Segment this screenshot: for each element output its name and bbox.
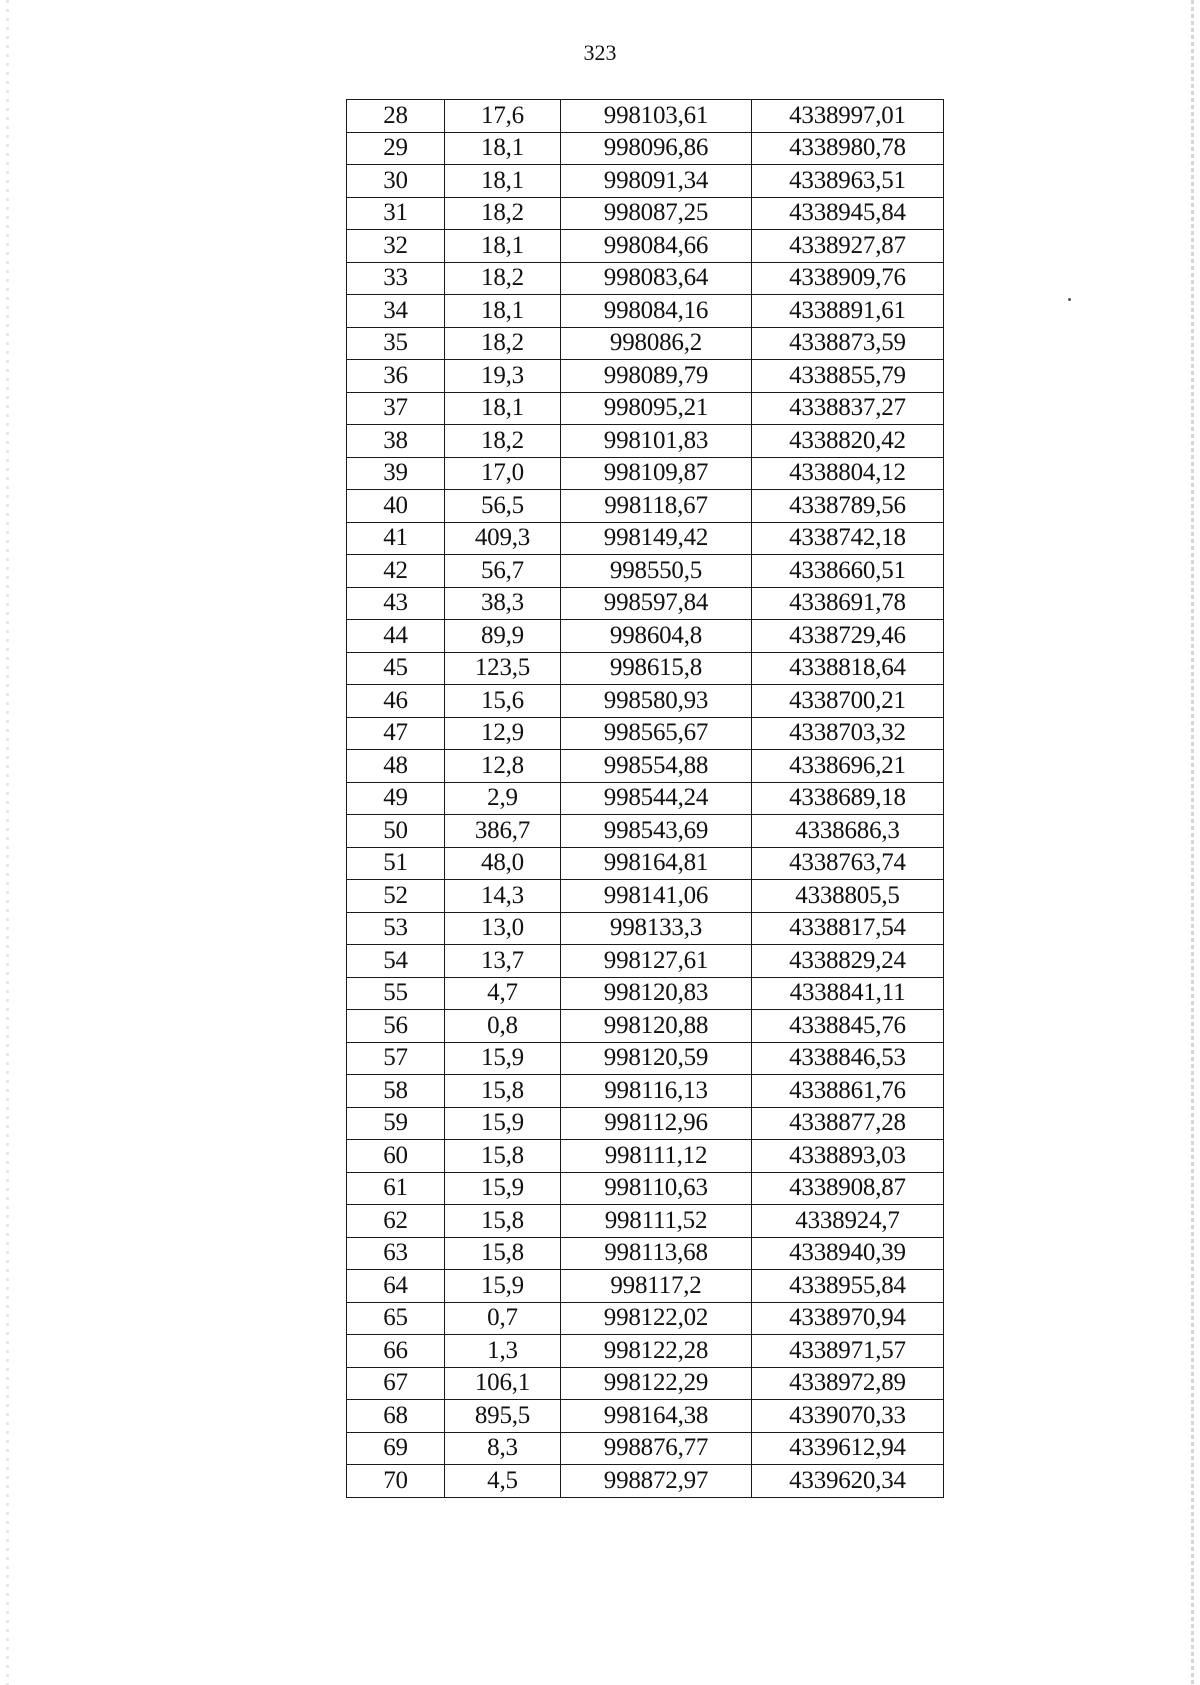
cell-point-number: 55 [347, 977, 445, 1010]
cell-point-number: 64 [347, 1270, 445, 1303]
cell-segment-length: 409,3 [445, 522, 561, 555]
cell-x-coordinate: 998111,52 [561, 1205, 752, 1238]
cell-y-coordinate: 4338846,53 [752, 1042, 944, 1075]
table-row [347, 880, 944, 913]
cell-segment-length: 15,6 [445, 685, 561, 718]
cell-point-number: 36 [347, 360, 445, 393]
table-row [347, 912, 944, 945]
cell-y-coordinate: 4338927,87 [752, 230, 944, 263]
cell-y-coordinate: 4338908,87 [752, 1172, 944, 1205]
cell-x-coordinate: 998543,69 [561, 815, 752, 848]
cell-point-number: 58 [347, 1075, 445, 1108]
cell-point-number: 42 [347, 555, 445, 588]
cell-y-coordinate: 4338963,51 [752, 165, 944, 198]
cell-segment-length: 2,9 [445, 782, 561, 815]
cell-segment-length: 18,1 [445, 132, 561, 165]
cell-segment-length: 895,5 [445, 1400, 561, 1433]
cell-point-number: 62 [347, 1205, 445, 1238]
table-row [347, 230, 944, 263]
cell-x-coordinate: 998122,02 [561, 1302, 752, 1335]
cell-point-number: 47 [347, 717, 445, 750]
table-row [347, 652, 944, 685]
cell-x-coordinate: 998872,97 [561, 1465, 752, 1498]
cell-point-number: 57 [347, 1042, 445, 1075]
table-row [347, 1010, 944, 1043]
table-row [347, 620, 944, 653]
cell-x-coordinate: 998120,88 [561, 1010, 752, 1043]
cell-segment-length: 15,8 [445, 1140, 561, 1173]
cell-x-coordinate: 998120,83 [561, 977, 752, 1010]
page-number: 323 [583, 40, 617, 65]
cell-x-coordinate: 998876,77 [561, 1432, 752, 1465]
table-row [347, 360, 944, 393]
cell-segment-length: 4,5 [445, 1465, 561, 1498]
cell-segment-length: 13,7 [445, 945, 561, 978]
cell-point-number: 65 [347, 1302, 445, 1335]
table-row [347, 490, 944, 523]
table-row [347, 782, 944, 815]
cell-point-number: 30 [347, 165, 445, 198]
scan-speck [1068, 298, 1071, 301]
cell-segment-length: 8,3 [445, 1432, 561, 1465]
cell-x-coordinate: 998127,61 [561, 945, 752, 978]
cell-segment-length: 14,3 [445, 880, 561, 913]
cell-y-coordinate: 4338689,18 [752, 782, 944, 815]
table-row [347, 1367, 944, 1400]
table-row [347, 1075, 944, 1108]
cell-point-number: 54 [347, 945, 445, 978]
cell-segment-length: 12,9 [445, 717, 561, 750]
cell-point-number: 60 [347, 1140, 445, 1173]
table-row [347, 685, 944, 718]
cell-x-coordinate: 998095,21 [561, 392, 752, 425]
cell-segment-length: 12,8 [445, 750, 561, 783]
cell-y-coordinate: 4338877,28 [752, 1107, 944, 1140]
cell-segment-length: 15,9 [445, 1042, 561, 1075]
cell-segment-length: 13,0 [445, 912, 561, 945]
cell-y-coordinate: 4338660,51 [752, 555, 944, 588]
cell-segment-length: 15,8 [445, 1205, 561, 1238]
cell-x-coordinate: 998615,8 [561, 652, 752, 685]
cell-segment-length: 15,8 [445, 1237, 561, 1270]
table-row [347, 717, 944, 750]
cell-segment-length: 0,7 [445, 1302, 561, 1335]
cell-y-coordinate: 4338729,46 [752, 620, 944, 653]
cell-x-coordinate: 998544,24 [561, 782, 752, 815]
cell-point-number: 56 [347, 1010, 445, 1043]
cell-x-coordinate: 998122,28 [561, 1335, 752, 1368]
table-row [347, 977, 944, 1010]
cell-y-coordinate: 4338837,27 [752, 392, 944, 425]
cell-x-coordinate: 998118,67 [561, 490, 752, 523]
cell-x-coordinate: 998141,06 [561, 880, 752, 913]
cell-y-coordinate: 4338804,12 [752, 457, 944, 490]
cell-point-number: 46 [347, 685, 445, 718]
cell-segment-length: 38,3 [445, 587, 561, 620]
cell-point-number: 35 [347, 327, 445, 360]
table-row [347, 815, 944, 848]
cell-point-number: 29 [347, 132, 445, 165]
cell-x-coordinate: 998113,68 [561, 1237, 752, 1270]
cell-point-number: 50 [347, 815, 445, 848]
table-row [347, 100, 944, 133]
cell-y-coordinate: 4338841,11 [752, 977, 944, 1010]
cell-y-coordinate: 4338691,78 [752, 587, 944, 620]
cell-x-coordinate: 998096,86 [561, 132, 752, 165]
cell-y-coordinate: 4338909,76 [752, 262, 944, 295]
cell-point-number: 44 [347, 620, 445, 653]
cell-point-number: 69 [347, 1432, 445, 1465]
cell-segment-length: 48,0 [445, 847, 561, 880]
cell-y-coordinate: 4338980,78 [752, 132, 944, 165]
scan-edge-right [1191, 0, 1194, 1685]
cell-segment-length: 17,6 [445, 100, 561, 133]
cell-point-number: 48 [347, 750, 445, 783]
table-row [347, 327, 944, 360]
cell-y-coordinate: 4338763,74 [752, 847, 944, 880]
scan-edge-left [6, 0, 9, 1685]
cell-segment-length: 15,9 [445, 1270, 561, 1303]
cell-y-coordinate: 4338970,94 [752, 1302, 944, 1335]
table-row [347, 165, 944, 198]
cell-y-coordinate: 4339070,33 [752, 1400, 944, 1433]
cell-x-coordinate: 998110,63 [561, 1172, 752, 1205]
cell-x-coordinate: 998554,88 [561, 750, 752, 783]
cell-point-number: 66 [347, 1335, 445, 1368]
cell-y-coordinate: 4338742,18 [752, 522, 944, 555]
cell-point-number: 45 [347, 652, 445, 685]
cell-x-coordinate: 998580,93 [561, 685, 752, 718]
cell-segment-length: 4,7 [445, 977, 561, 1010]
table-row [347, 1400, 944, 1433]
cell-point-number: 34 [347, 295, 445, 328]
cell-y-coordinate: 4338855,79 [752, 360, 944, 393]
table-row [347, 522, 944, 555]
table-row [347, 392, 944, 425]
cell-point-number: 32 [347, 230, 445, 263]
cell-x-coordinate: 998597,84 [561, 587, 752, 620]
cell-y-coordinate: 4338997,01 [752, 100, 944, 133]
table-row [347, 1335, 944, 1368]
cell-y-coordinate: 4338820,42 [752, 425, 944, 458]
cell-point-number: 39 [347, 457, 445, 490]
cell-x-coordinate: 998550,5 [561, 555, 752, 588]
cell-y-coordinate: 4338700,21 [752, 685, 944, 718]
cell-x-coordinate: 998164,81 [561, 847, 752, 880]
cell-point-number: 33 [347, 262, 445, 295]
cell-point-number: 52 [347, 880, 445, 913]
cell-y-coordinate: 4338818,64 [752, 652, 944, 685]
cell-y-coordinate: 4338940,39 [752, 1237, 944, 1270]
cell-segment-length: 18,2 [445, 197, 561, 230]
table-row [347, 1237, 944, 1270]
cell-y-coordinate: 4338686,3 [752, 815, 944, 848]
cell-x-coordinate: 998089,79 [561, 360, 752, 393]
cell-x-coordinate: 998109,87 [561, 457, 752, 490]
cell-point-number: 43 [347, 587, 445, 620]
cell-x-coordinate: 998604,8 [561, 620, 752, 653]
cell-x-coordinate: 998116,13 [561, 1075, 752, 1108]
cell-segment-length: 18,2 [445, 262, 561, 295]
cell-y-coordinate: 4338873,59 [752, 327, 944, 360]
cell-y-coordinate: 4338845,76 [752, 1010, 944, 1043]
cell-x-coordinate: 998120,59 [561, 1042, 752, 1075]
cell-x-coordinate: 998083,64 [561, 262, 752, 295]
cell-y-coordinate: 4338703,32 [752, 717, 944, 750]
table-row [347, 1270, 944, 1303]
cell-segment-length: 18,1 [445, 295, 561, 328]
table-row [347, 555, 944, 588]
cell-x-coordinate: 998112,96 [561, 1107, 752, 1140]
cell-y-coordinate: 4338805,5 [752, 880, 944, 913]
cell-segment-length: 15,8 [445, 1075, 561, 1108]
table-row [347, 1205, 944, 1238]
table-row [347, 197, 944, 230]
cell-x-coordinate: 998087,25 [561, 197, 752, 230]
cell-segment-length: 17,0 [445, 457, 561, 490]
cell-x-coordinate: 998084,66 [561, 230, 752, 263]
cell-x-coordinate: 998565,67 [561, 717, 752, 750]
cell-y-coordinate: 4339612,94 [752, 1432, 944, 1465]
cell-segment-length: 56,5 [445, 490, 561, 523]
cell-x-coordinate: 998101,83 [561, 425, 752, 458]
cell-point-number: 41 [347, 522, 445, 555]
cell-x-coordinate: 998084,16 [561, 295, 752, 328]
cell-point-number: 68 [347, 1400, 445, 1433]
cell-x-coordinate: 998117,2 [561, 1270, 752, 1303]
cell-y-coordinate: 4338972,89 [752, 1367, 944, 1400]
cell-y-coordinate: 4339620,34 [752, 1465, 944, 1498]
coordinates-table-body [347, 100, 944, 1498]
cell-x-coordinate: 998091,34 [561, 165, 752, 198]
cell-point-number: 51 [347, 847, 445, 880]
cell-point-number: 63 [347, 1237, 445, 1270]
cell-x-coordinate: 998149,42 [561, 522, 752, 555]
cell-segment-length: 89,9 [445, 620, 561, 653]
cell-point-number: 70 [347, 1465, 445, 1498]
table-row [347, 1172, 944, 1205]
cell-y-coordinate: 4338945,84 [752, 197, 944, 230]
cell-y-coordinate: 4338955,84 [752, 1270, 944, 1303]
cell-segment-length: 56,7 [445, 555, 561, 588]
cell-segment-length: 15,9 [445, 1107, 561, 1140]
cell-y-coordinate: 4338789,56 [752, 490, 944, 523]
table-row [347, 945, 944, 978]
cell-segment-length: 18,2 [445, 327, 561, 360]
cell-y-coordinate: 4338971,57 [752, 1335, 944, 1368]
cell-segment-length: 18,1 [445, 392, 561, 425]
table-row [347, 425, 944, 458]
cell-point-number: 67 [347, 1367, 445, 1400]
coordinates-table [346, 99, 944, 1498]
cell-segment-length: 15,9 [445, 1172, 561, 1205]
cell-y-coordinate: 4338893,03 [752, 1140, 944, 1173]
cell-y-coordinate: 4338817,54 [752, 912, 944, 945]
cell-point-number: 59 [347, 1107, 445, 1140]
table-row [347, 750, 944, 783]
cell-segment-length: 19,3 [445, 360, 561, 393]
table-row [347, 847, 944, 880]
cell-point-number: 53 [347, 912, 445, 945]
table-row [347, 295, 944, 328]
cell-x-coordinate: 998133,3 [561, 912, 752, 945]
table-row [347, 1042, 944, 1075]
cell-point-number: 31 [347, 197, 445, 230]
cell-segment-length: 386,7 [445, 815, 561, 848]
cell-point-number: 38 [347, 425, 445, 458]
table-row [347, 262, 944, 295]
table-row [347, 587, 944, 620]
cell-segment-length: 0,8 [445, 1010, 561, 1043]
table-row [347, 1140, 944, 1173]
cell-segment-length: 18,1 [445, 165, 561, 198]
cell-x-coordinate: 998164,38 [561, 1400, 752, 1433]
cell-y-coordinate: 4338696,21 [752, 750, 944, 783]
cell-point-number: 37 [347, 392, 445, 425]
cell-y-coordinate: 4338891,61 [752, 295, 944, 328]
cell-x-coordinate: 998086,2 [561, 327, 752, 360]
cell-y-coordinate: 4338861,76 [752, 1075, 944, 1108]
cell-y-coordinate: 4338829,24 [752, 945, 944, 978]
table-row [347, 1302, 944, 1335]
cell-point-number: 49 [347, 782, 445, 815]
cell-x-coordinate: 998111,12 [561, 1140, 752, 1173]
cell-point-number: 40 [347, 490, 445, 523]
cell-point-number: 28 [347, 100, 445, 133]
table-row [347, 1107, 944, 1140]
table-row [347, 1432, 944, 1465]
table-row [347, 1465, 944, 1498]
cell-y-coordinate: 4338924,7 [752, 1205, 944, 1238]
cell-segment-length: 123,5 [445, 652, 561, 685]
cell-x-coordinate: 998122,29 [561, 1367, 752, 1400]
cell-x-coordinate: 998103,61 [561, 100, 752, 133]
cell-segment-length: 18,1 [445, 230, 561, 263]
cell-segment-length: 18,2 [445, 425, 561, 458]
cell-point-number: 61 [347, 1172, 445, 1205]
cell-segment-length: 106,1 [445, 1367, 561, 1400]
table-row [347, 457, 944, 490]
table-row [347, 132, 944, 165]
cell-segment-length: 1,3 [445, 1335, 561, 1368]
